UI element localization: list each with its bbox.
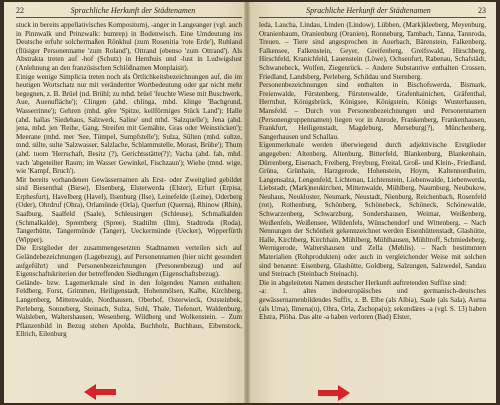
paragraph: Personenbezeichnungen sind enthalten in Bischofswerda, Bismark, Freienwalde, Fürstenberg, Fürstenwalde, Grafenhainichen, Gräfenthal, Herrnhut, Königsbrück, Königsee, Königstein, Königs Wusterhausen, Mansfeld. – Durch von Personenbezeichnungen und Personennamen (Personengruppennamen) liegen vor in Anrode, Frankenberg, Frankenhausen, Frankfurt, Heiligenstadt, Magdeburg, Merseburg(?), Münchenberg, Sangerhausen und Schallau. [259,81,486,141]
paragraph: Einige wenige Simplicia treten noch als Örtlichkeitsbezeichnungen auf, die im heutigen Wortschatz nur mit verändertter Wortbedeutung oder gar nicht mehr begegnen, z. B. Brüel (nd. Brühl; zu mhd. brüel 'feuchte Wiese mit Buschwerk, Aue, Auenufläche'); Clingen (ahd. chlinga, mhd. klinge 'Bachgrund, Wasserrinne'); Gehren (mhd. gēre 'Spitze, keilförmiges Stück Land'); Halle (ahd. hallas 'Siedehaus, Salzwerk, Saline' und mhd. 'Salzquelle'); Jena (ahd. jena, mhd. jen 'Reihe, Gang, Streifen mit Gemähte, Gras oder Weinstöcken'); Meerane (mhd. mer 'See, Tümpel, Sumpfstelle'); Sulza, Sülten (mhd. sultze, mnd. sülte, sulte 'Salzwasser, Salzlache, Schlammstelle, Morast, Brühe'); Thum (ahd. tuom 'Herrschaft, Besitz (?), Gerichtsstätte(?)'; Vacha (ahd. fah, mhd. vach 'abgeteilter Raum; im Wasser Gewinkel, Fischzaun'); Wiehe (mnd. wige, wie 'Kampf, Bruch'). [16,72,242,176]
left-running-title: Sprachliche Herkunft der Städtenamen [70,6,196,15]
paragraph: Mit bereits vorhandenen Gewässernamen als Erst- oder Zweitglied gebildet sind Biesenthal (Biese), Elsenberg, Elsterwerda (Elster), Erfurt (Erpisa, Erphesfurt), Havelberg (Havel), Ilsenburg (Ilse), Leinefelde (Leine), Oderberg (Oder), Ohrdruf (Ohra), Orlamünde (Orla), Querfurt (Querna), Rhinow (Rhin), Saalburg, Saalfeld (Saale), Schleusingen (Schleuse), Schmalkalden (Schmalkalde), Spremberg (Spree), Stadtilm (Ilm), Stadtroda (Roda), Tangerhütte, Tangermünde (Tanger), Ueckermünde (Uecker), Wipperfürth (Wipper). [16,175,242,244]
paragraph: Gelände- bzw. Lagemerkmale sind in den folgenden Namen enthalten: Feldberg, Forst, Grimmen, Heiligenstadt, Hohenmölsen, Kalbe, Kirchberg, Langenberg, Mittenwalde, Nordhausen, Oberhof, Osterwieck, Oststeinbek, Perleberg, Sonneberg, Steinach, Sulza, Suhl, Thale, Tiefenort, Waldenburg, Walsleben, Waltershausen, Wesenberg, Wildberg und Wolkenstein. – Zum Pflanzenbild in Bezug stehen Apolda, Buchholz, Buchhaus, Eibenstock, Ellrich, Eilenburg [16,278,242,339]
paragraph: leda, Laucha, Lindau, Linden (Lindow), Lübben, (Mark)kleeberg, Meyenburg, Oranienbaum, Oranienburg (Oranien), Ronneburg, Tambach, Tanna, Tannroda, Treuen. – Tiere sind angesprochen in Auerbach, Bärenstein, Falkenberg, Falkensee, Falkenstein, Geyer, Greifenberg, Greifswald, Hirschberg, Hirschfeld, Kranichfeld, Lauenstein (Löwe), Ochsenfurt, Rabenau, Schafstädt, Schwanebeck, Wolfen, Ziegenrück. – Andere Substantive enthalten Crossen, Friedland, Landsberg, Perleberg, Schildau und Sternberg. [259,21,486,81]
paragraph: -a: 1. altes indoeuropäisches und germanisch-deutsches gewässernamenbildendes Suffix, z. B. Elbe (als Albia), Saale (als Sala), Aurna (als Urna), Ilmena(u), Ohra, Orla, Zschopa(u); sekundäres -a (vgl. S. 13) haben Elstra, Plöha. Das alte -a haben verloren (Bad) Elster, [259,287,486,322]
left-page-body [16,21,242,339]
paragraph: stuck in bereits appellativisches Kompositum), -anger in Langeanger (vgl. auch in Pinnwalk und Prinzwalk: bumrep) in Bodenwisch. Eine Umdeutung ins Deutsche erfuhr solchermaßen Rönkhul (zum Rosenitia 'rote Erde'), Ruhland (flüsiger Personenname 'zum Roland'), Ottrand (ebenso 'zum Ottrand'). Als Abstrakta treten auf -hof (Schutz) in Hernhuis und -lust in Ludwigslust (Anlehnung an den französischen Schlößnamen Monplaisir). [16,21,242,72]
left-page [4,2,250,403]
left-page-number: 22 [16,6,24,15]
paragraph: Die in abgeleiteten Namen deutscher Herkunft auftretenden Suffixe sind: [259,278,467,287]
left-running-head [16,6,242,18]
red-arrow-left-icon [84,384,116,400]
book-gutter [244,2,250,403]
paragraph: Die Erstglieder der zusammengesetzten Stadtnamen verteilen sich auf Geländebezeichnungen (Lagebezug), auf Personennamen (hier nicht gesondert aufgeführt) und Personenbezeichnungen (Personenbezug) und auf Eigenschaftskriterien der betreffenden Siedlungen (Eigenschaftsbezug). [16,244,242,279]
right-running-head [259,6,486,18]
right-page [250,2,496,403]
book-spread [4,2,496,403]
right-page-body [259,21,486,322]
right-running-title: Sprachliche Herkunft der Städtenamen [306,6,431,15]
red-arrow-right-icon [318,385,350,401]
paragraph: Eigenmerkmale werden überwiegend durch adjektivische Erstglieder angegeben: Altenberg, Altenburg, Bitterfeld, Blankenburg, Blankenhain, Dürrenberg, Eisenach, Freiberg, Freyburg, Freital, Groß- und Klein-, Friedland, Grüna, Grünhain, Harzgerode, Hohenstein, Hoym, Kaltennordheim, Langensalza, Lengenfeld, Lichtenau, Lichtenstein, Liebenwalde, Liebenwerda, Liebstadt, (Mark)neukirchen, Mittenwalde, Mühlberg, Naumburg, Neubukow, Neuhaus, Neukloster, Neumark, Neustadt, Nienburg, Reichenbach, Rosenfeld (rot), Rothenburg, Schönberg, Schönebeck, Schöneck, Schönewalde, Schwarzenberg, Schwarzburg, Sondershausen, Weimar, Weißenberg, Weißenfels, Weißensee, Wildenfels, Wünschendorf und Wittenberg. – Nach Nennungen der Schönheit gekennzeichnet werden Eisenhüttenstadt, Glashütte, Halle, Kirchberg, Kirchhain, Mühlberg, Mühlhausen, Mühltroff, Schmiedeberg, Wernigerode, Waltershausen und Zella (Mehlis). – Nach bestimmten Materialien (Rohprodukten) oder auch in vergleichender Weise mit solchen sind benannt: Eisenberg, Glashütte, Goldberg, Salzungen, Salzwedel, Sandau und Steinach (Steinbach Steinach). [259,141,486,279]
right-page-number: 23 [477,6,486,15]
